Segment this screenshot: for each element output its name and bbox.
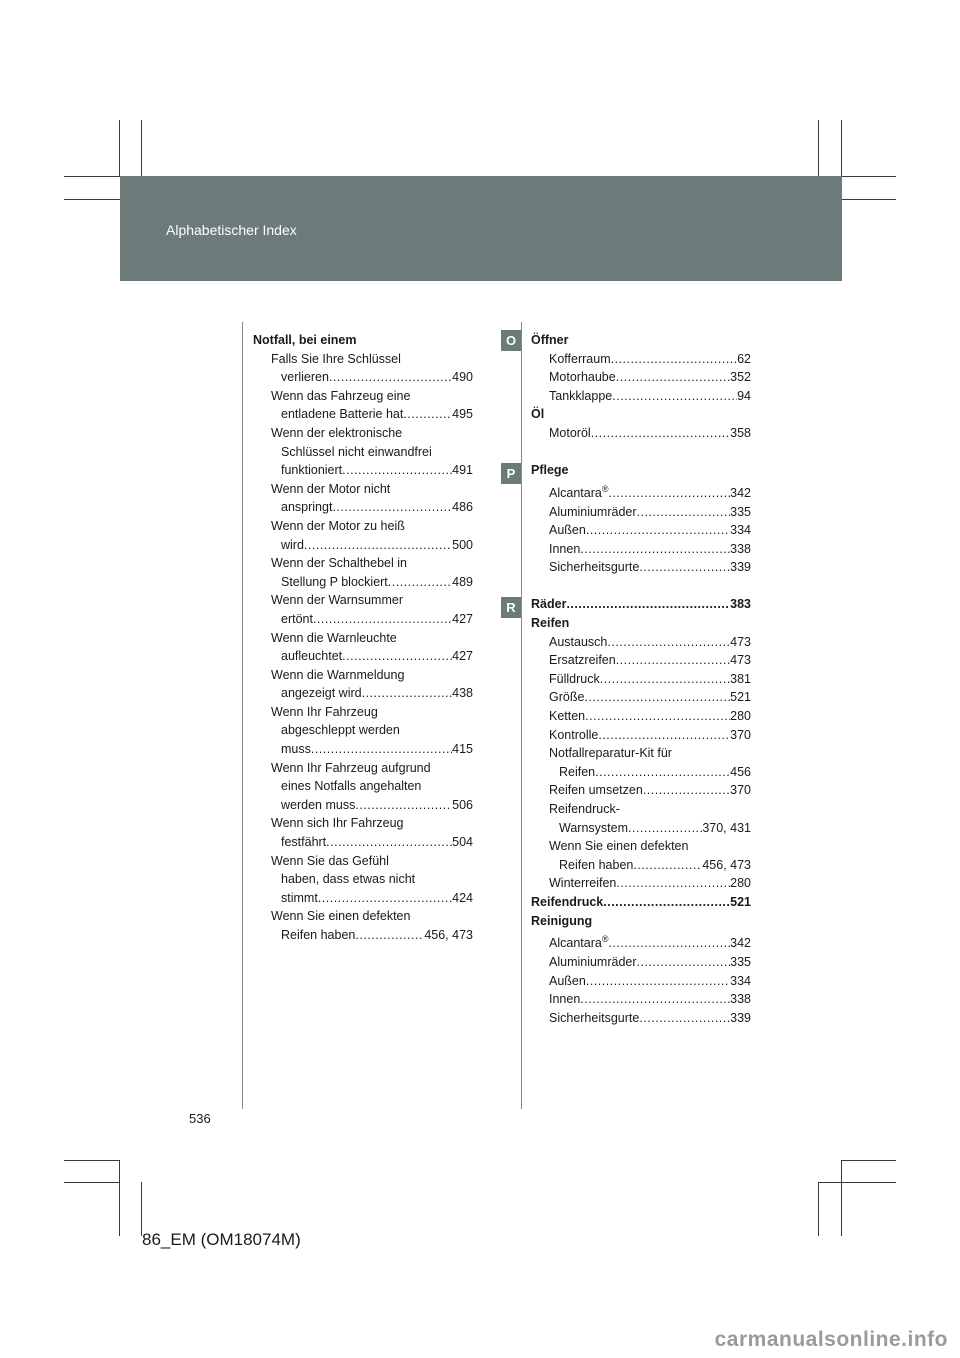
entry-label: Kontrolle	[549, 727, 599, 742]
page-ref: 489	[452, 574, 473, 589]
index-entry	[253, 684, 473, 703]
leader-dots	[355, 926, 424, 945]
crop-mark	[64, 176, 120, 177]
column-divider-right	[521, 322, 522, 1109]
leader-dots	[633, 856, 702, 875]
index-entry	[531, 633, 751, 652]
leader-dots	[580, 990, 730, 1009]
page-ref: 381	[730, 671, 751, 686]
leader-dots	[388, 573, 452, 592]
index-entry	[531, 503, 751, 522]
page-ref: 370, 431	[702, 820, 751, 835]
leader-dots	[598, 726, 730, 745]
entry-label: Austausch	[549, 634, 608, 649]
index-entry	[253, 405, 473, 424]
letter-marker-o: O	[501, 330, 521, 351]
crop-mark	[841, 1160, 842, 1236]
column-divider-left	[242, 322, 243, 1109]
entry-label: Tankklappe	[549, 388, 613, 403]
leader-dots	[313, 610, 452, 629]
entry-label-text: Alcantara	[549, 936, 602, 951]
index-entry	[531, 670, 751, 689]
entry-label: Sicherheitsgurte	[549, 560, 640, 575]
leader-dots	[304, 536, 452, 555]
crop-mark	[119, 1160, 120, 1236]
index-entry	[531, 819, 751, 838]
index-entry	[531, 781, 751, 800]
index-entry	[531, 707, 751, 726]
entry-label: Reifen	[559, 764, 596, 779]
index-entry-line: Wenn das Fahrzeug eine	[271, 388, 411, 403]
entry-label	[549, 480, 608, 503]
leader-dots	[342, 461, 452, 480]
index-entry-line: Wenn der Schalthebel in	[271, 556, 407, 571]
leader-dots	[591, 424, 730, 443]
spacer	[531, 577, 751, 596]
index-entry	[531, 368, 751, 387]
entry-label: Innen	[549, 541, 581, 556]
index-entry	[253, 573, 473, 592]
index-heading: Notfall, bei einem	[253, 333, 357, 347]
entry-label: Motorhaube	[549, 370, 616, 385]
letter-marker-p: P	[501, 463, 521, 484]
page-ref: 370	[730, 783, 751, 798]
header-band	[120, 176, 842, 281]
index-entry	[531, 972, 751, 991]
index-entry-line: Wenn die Warnleuchte	[271, 630, 397, 645]
index-entry	[253, 368, 473, 387]
index-entry-line: Wenn Ihr Fahrzeug	[271, 704, 378, 719]
page-ref: 490	[452, 370, 473, 385]
leader-dots	[403, 405, 452, 424]
leader-dots	[586, 972, 730, 991]
index-entry-line: Wenn Sie das Gefühl	[271, 853, 389, 868]
leader-dots	[595, 763, 730, 782]
index-entry-line: Wenn der Motor zu heiß	[271, 518, 405, 533]
index-heading: Pflege	[531, 463, 569, 478]
leader-dots	[586, 521, 730, 540]
spacer	[531, 443, 751, 462]
leader-dots	[326, 833, 452, 852]
entry-label: Sicherheitsgurte	[549, 1010, 640, 1025]
leader-dots	[616, 368, 730, 387]
index-entry	[531, 856, 751, 875]
crop-mark	[841, 120, 842, 176]
page-ref: 456, 473	[702, 857, 751, 872]
index-heading-entry	[531, 893, 751, 912]
entry-label: Innen	[549, 992, 581, 1007]
leader-dots	[608, 484, 730, 503]
page-ref: 342	[730, 936, 751, 951]
registered-mark: ®	[601, 934, 609, 945]
page-ref: 334	[730, 523, 751, 538]
index-entry	[531, 726, 751, 745]
index-entry	[531, 558, 751, 577]
crop-mark	[818, 1182, 819, 1236]
index-entry	[253, 796, 473, 815]
entry-label: Aluminiumräder	[549, 954, 637, 969]
index-heading: Öl	[531, 407, 545, 422]
registered-mark: ®	[601, 483, 609, 494]
leader-dots	[311, 740, 452, 759]
page-ref: 456	[730, 764, 751, 779]
entry-label: Außen	[549, 523, 586, 538]
leader-dots	[628, 819, 702, 838]
index-heading: Reifen	[531, 616, 570, 631]
page-ref: 342	[730, 485, 751, 500]
entry-label: wird	[281, 537, 304, 552]
entry-label: Stellung P blockiert	[281, 574, 388, 589]
leader-dots	[611, 350, 737, 369]
index-entry	[253, 461, 473, 480]
index-entry	[253, 740, 473, 759]
index-entry	[531, 990, 751, 1009]
page-number: 536	[189, 1111, 211, 1126]
page-ref: 62	[737, 351, 751, 366]
index-entry	[253, 889, 473, 908]
index-heading: Öffner	[531, 333, 569, 347]
crop-mark	[818, 1182, 896, 1183]
entry-label: verlieren	[281, 370, 329, 385]
index-entry-line: Wenn der Motor nicht	[271, 481, 391, 496]
page-ref: 415	[452, 742, 473, 757]
leader-dots	[584, 688, 730, 707]
leader-dots	[637, 503, 731, 522]
page-ref: 506	[452, 797, 473, 812]
index-entry	[531, 350, 751, 369]
index-entry-line: Wenn die Warnmeldung	[271, 667, 405, 682]
entry-label: Reifendruck	[531, 894, 604, 909]
index-entry-line: Reifendruck-	[549, 802, 620, 816]
page-ref: 424	[452, 890, 473, 905]
entry-label: Winterreifen	[549, 876, 617, 891]
crop-mark	[842, 199, 896, 200]
entry-label: angezeigt wird	[281, 686, 362, 701]
page-ref: 334	[730, 973, 751, 988]
entry-label: Außen	[549, 973, 586, 988]
leader-dots	[608, 934, 730, 953]
entry-label-text: Alcantara	[549, 485, 602, 500]
leader-dots	[600, 670, 730, 689]
crop-mark	[64, 1160, 120, 1161]
section-title: Alphabetischer Index	[166, 222, 297, 238]
page-ref: 456, 473	[424, 928, 473, 942]
entry-label: Kofferraum	[549, 351, 611, 366]
document-code: 86_EM (OM18074M)	[142, 1230, 301, 1249]
page-ref: 338	[730, 992, 751, 1007]
page-ref: 335	[730, 954, 751, 969]
index-entry-line: Falls Sie Ihre Schlüssel	[271, 351, 401, 366]
index-entry-line: haben, dass etwas nicht	[281, 872, 416, 887]
index-entry	[531, 480, 751, 503]
index-entry-line: abgeschleppt werden	[281, 723, 400, 738]
index-entry	[531, 688, 751, 707]
entry-label: Räder	[531, 597, 567, 612]
page-ref: 358	[730, 425, 751, 440]
page-ref: 504	[452, 835, 473, 850]
page-ref: 521	[730, 894, 751, 909]
crop-mark	[141, 120, 142, 176]
crop-mark	[141, 1182, 142, 1236]
entry-label: ertönt	[281, 611, 313, 626]
leader-dots	[607, 633, 730, 652]
index-entry-line: eines Notfalls angehalten	[281, 779, 422, 794]
page-ref: 280	[730, 709, 751, 724]
leader-dots	[616, 874, 730, 893]
watermark: carmanualsonline.info	[714, 1328, 948, 1351]
index-heading-entry	[531, 595, 751, 614]
leader-dots	[342, 647, 452, 666]
index-entry-line: Wenn sich Ihr Fahrzeug	[271, 816, 404, 831]
letter-marker-r: R	[501, 597, 521, 618]
index-entry	[253, 610, 473, 629]
crop-mark	[64, 1182, 120, 1183]
index-entry	[531, 763, 751, 782]
entry-label: anspringt	[281, 500, 333, 515]
page-ref: 352	[730, 370, 751, 385]
page-ref: 427	[452, 649, 473, 664]
leader-dots	[332, 498, 452, 517]
page-ref: 473	[730, 634, 751, 649]
index-entry	[531, 540, 751, 559]
page-ref: 338	[730, 541, 751, 556]
leader-dots	[580, 540, 730, 559]
leader-dots	[362, 684, 453, 703]
leader-dots	[639, 1009, 730, 1028]
entry-label: Fülldruck	[549, 671, 600, 686]
index-entry-line: Wenn der elektronische	[271, 425, 403, 440]
page-ref: 486	[452, 500, 473, 515]
index-entry	[253, 926, 473, 945]
page-ref: 370	[730, 727, 751, 742]
crop-mark	[842, 176, 896, 177]
index-entry	[253, 833, 473, 852]
entry-label: aufleuchtet	[281, 649, 343, 664]
entry-label: festfährt	[281, 835, 327, 850]
entry-label: Aluminiumräder	[549, 504, 637, 519]
entry-label: funktioniert	[281, 463, 343, 478]
index-entry	[531, 387, 751, 406]
entry-label: Reifen haben	[559, 857, 634, 872]
page-ref: 427	[452, 611, 473, 626]
leader-dots	[318, 889, 452, 908]
index-entry-line: Wenn Sie einen defekten	[549, 839, 689, 854]
page-ref: 339	[730, 1010, 751, 1025]
entry-label: muss	[281, 742, 311, 757]
index-heading: Reinigung	[531, 913, 593, 928]
crop-mark	[119, 120, 120, 176]
entry-label: Reifen umsetzen	[549, 783, 643, 798]
crop-mark	[842, 1160, 896, 1161]
index-entry	[253, 536, 473, 555]
index-entry-line: Wenn Ihr Fahrzeug aufgrund	[271, 760, 431, 775]
index-entry-line: Wenn Sie einen defekten	[271, 909, 411, 924]
crop-mark	[818, 120, 819, 176]
page-ref: 491	[452, 463, 473, 478]
index-entry	[253, 498, 473, 517]
entry-label: Reifen haben	[281, 928, 356, 942]
leader-dots	[329, 368, 452, 387]
page-ref: 438	[452, 686, 473, 701]
entry-label: entladene Batterie hat	[281, 407, 404, 422]
page-ref: 339	[730, 560, 751, 575]
page-ref: 473	[730, 653, 751, 668]
index-entry	[531, 953, 751, 972]
entry-label: Ersatzreifen	[549, 653, 616, 668]
index-column-left	[253, 331, 473, 945]
index-entry-line: Schlüssel nicht einwandfrei	[281, 444, 432, 459]
index-entry	[531, 930, 751, 953]
page-ref: 495	[452, 407, 473, 422]
entry-label: Ketten	[549, 709, 586, 724]
index-entry-line: Notfallreparatur-Kit für	[549, 746, 672, 761]
leader-dots	[639, 558, 730, 577]
entry-label	[549, 930, 608, 953]
entry-label: Größe	[549, 690, 585, 705]
leader-dots	[643, 781, 730, 800]
page-ref: 383	[730, 597, 751, 612]
index-entry	[531, 651, 751, 670]
index-entry	[531, 521, 751, 540]
leader-dots	[603, 893, 730, 912]
page-ref: 521	[730, 690, 751, 705]
leader-dots	[637, 953, 731, 972]
index-entry	[253, 647, 473, 666]
leader-dots	[612, 387, 737, 406]
index-entry-line: Wenn der Warnsummer	[271, 593, 403, 608]
leader-dots	[585, 707, 730, 726]
entry-label: Warnsystem	[559, 820, 628, 835]
index-column-right	[531, 331, 751, 1027]
page-ref: 280	[730, 876, 751, 891]
index-entry	[531, 424, 751, 443]
leader-dots	[355, 796, 452, 815]
entry-label: stimmt	[281, 890, 318, 905]
entry-label: Motoröl	[549, 425, 591, 440]
page-ref: 500	[452, 537, 473, 552]
entry-label: werden muss	[281, 797, 356, 812]
index-entry	[531, 1009, 751, 1028]
page-ref: 335	[730, 504, 751, 519]
index-entry	[531, 874, 751, 893]
page-ref: 94	[737, 388, 751, 403]
leader-dots	[566, 595, 730, 614]
crop-mark	[64, 199, 120, 200]
leader-dots	[616, 651, 730, 670]
